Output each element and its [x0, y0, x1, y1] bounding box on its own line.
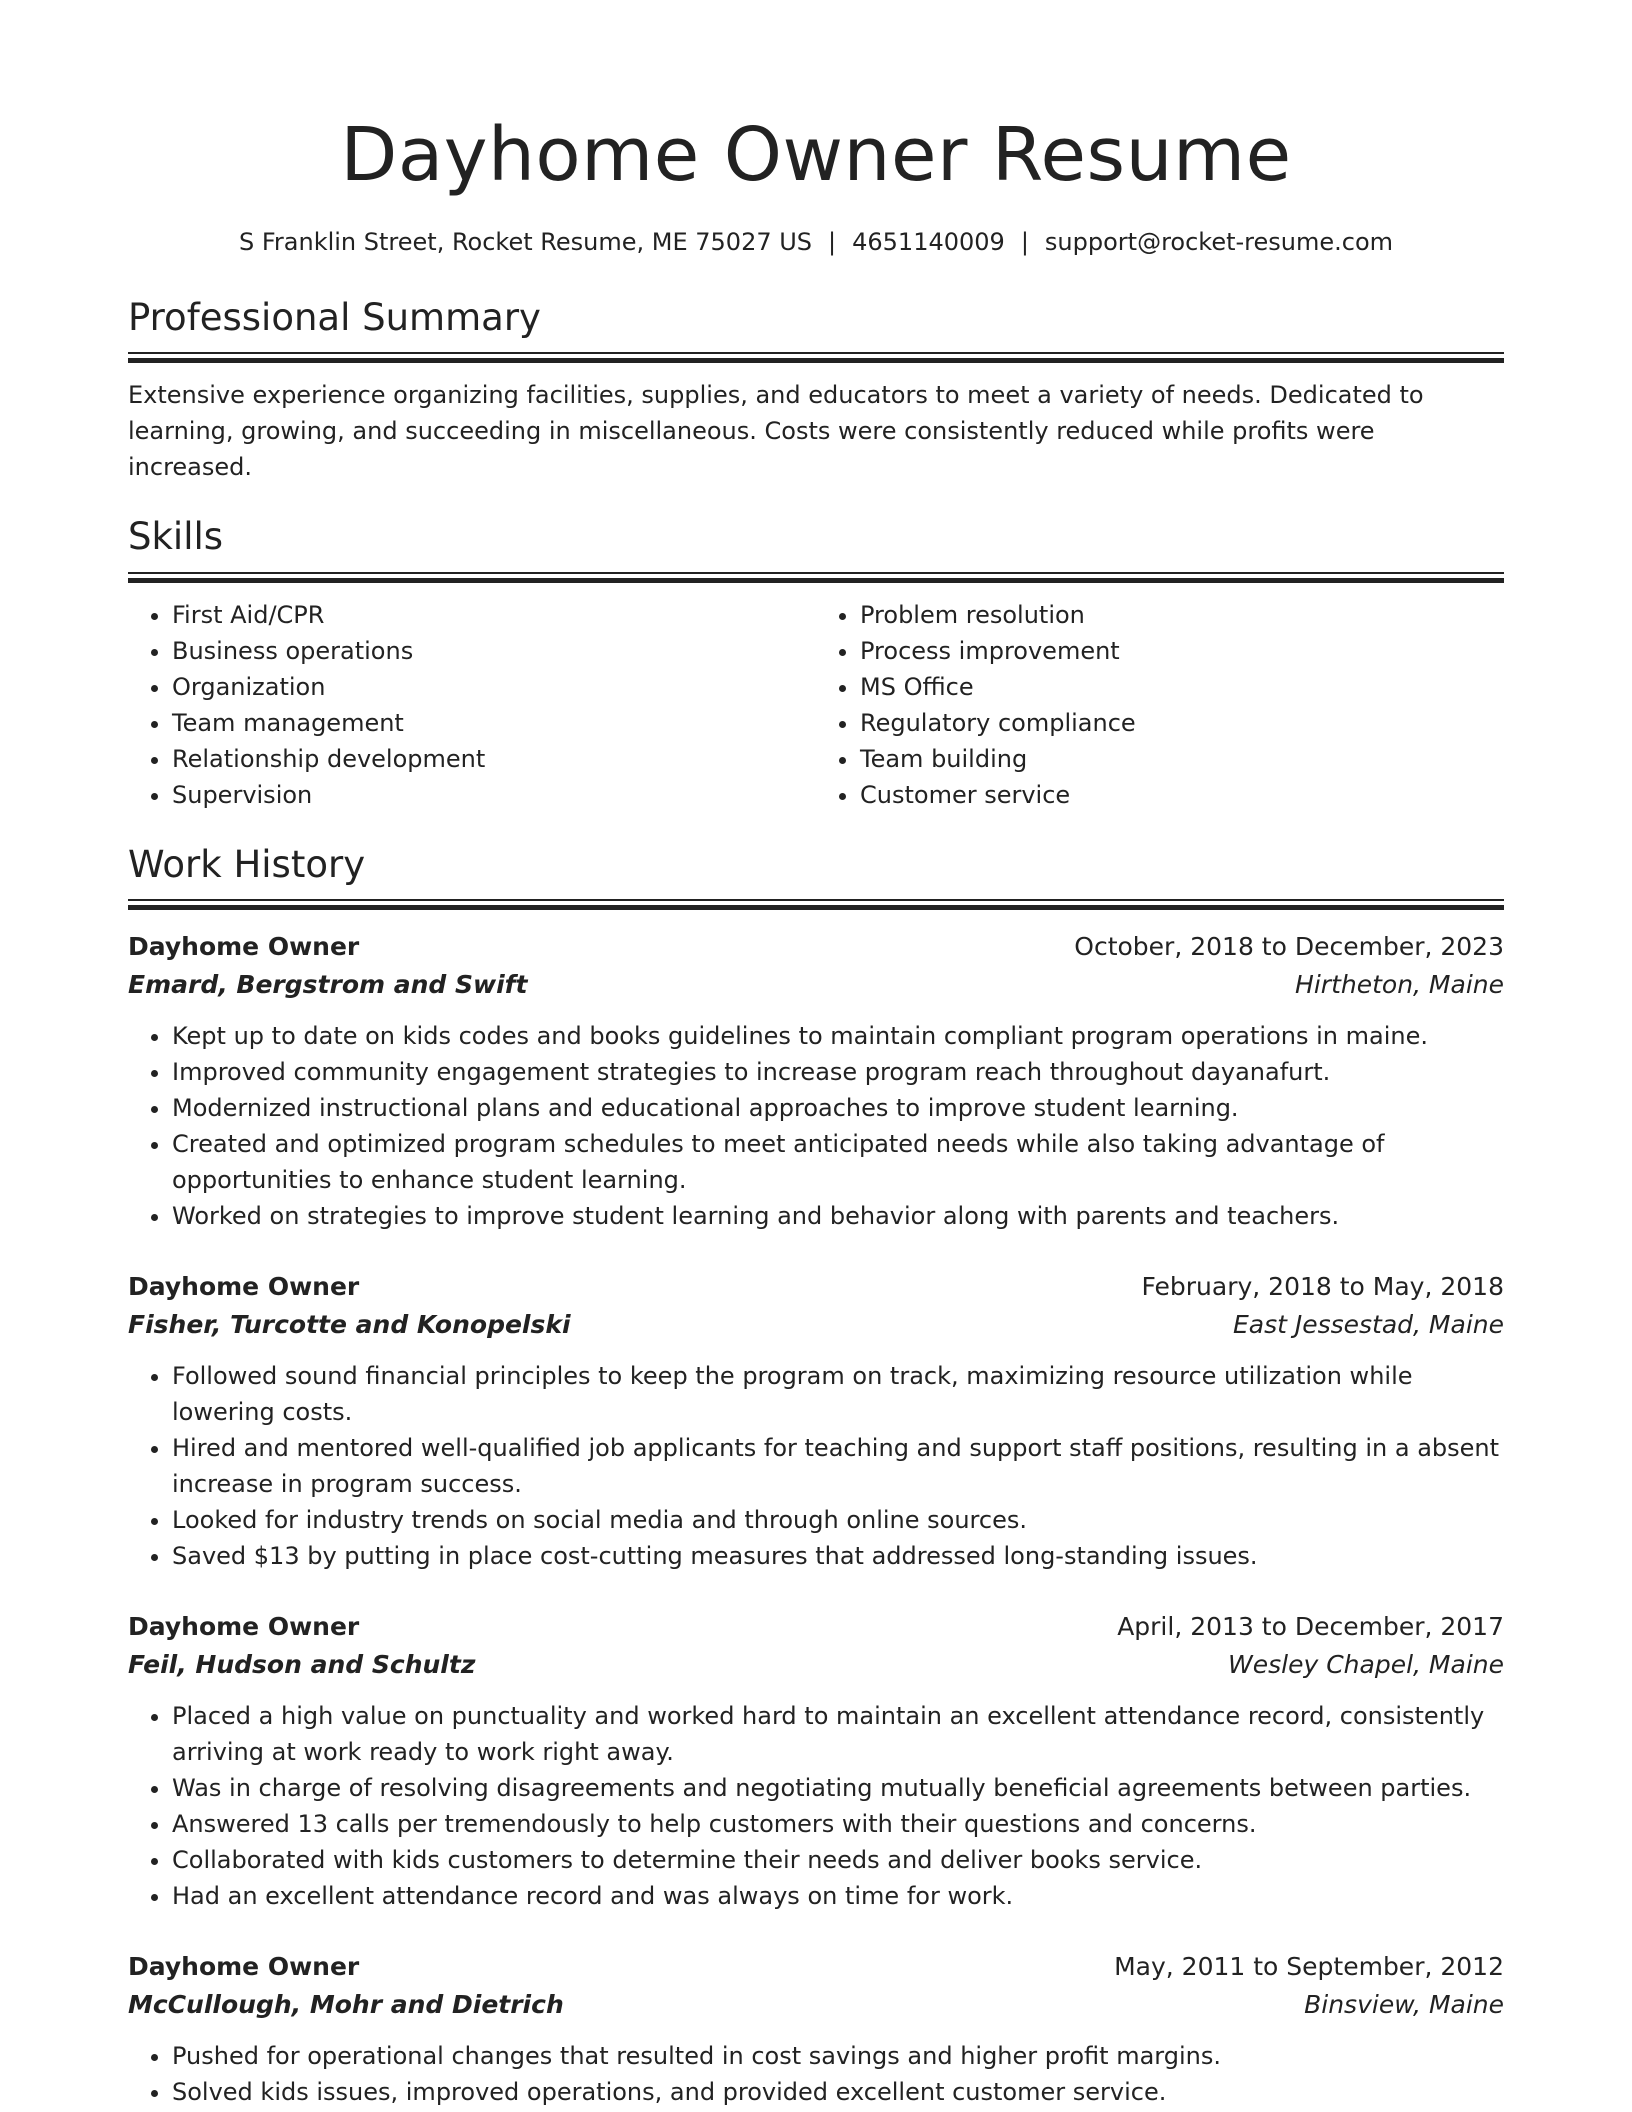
job-bullets	[128, 1018, 1504, 1234]
job-bullet: • Looked for industry trends on social media and through online sources.	[172, 1502, 1504, 1538]
contact-line	[128, 228, 1504, 256]
job-entry	[128, 928, 1504, 1234]
job-company: McCullough, Mohr and Dietrich	[128, 1990, 564, 2020]
job-bullet: • Pushed for operational changes that resulted in cost savings and higher profit margins.	[172, 2038, 1504, 2074]
job-header-row	[128, 1268, 1504, 1306]
job-company: Fisher, Turcotte and Konopelski	[128, 1310, 571, 1340]
skills-list-right	[816, 597, 1504, 813]
skill-item: • Regulatory compliance	[860, 705, 1504, 741]
skills-section	[128, 515, 1504, 812]
skills-heading: Skills	[128, 515, 224, 559]
job-company-row	[128, 1306, 1504, 1344]
job-bullet: • Saved $13 by putting in place cost-cutting measures that addressed long-standing issues.	[172, 1538, 1504, 1574]
section-divider	[128, 352, 1504, 363]
contact-separator: |	[1020, 228, 1029, 256]
contact-email: support@rocket-resume.com	[1044, 228, 1394, 256]
skill-item: • Process improvement	[860, 633, 1504, 669]
job-header-row	[128, 1948, 1504, 1986]
job-company-row	[128, 1646, 1504, 1684]
job-location: Binsview, Maine	[1304, 1990, 1504, 2020]
job-title: Dayhome Owner	[128, 1952, 360, 1982]
skills-list-left	[128, 597, 816, 813]
contact-address: S Franklin Street, Rocket Resume, ME 75027 US	[238, 228, 813, 256]
job-bullets	[128, 2038, 1504, 2110]
job-title: Dayhome Owner	[128, 932, 360, 962]
job-location: East Jessestad, Maine	[1232, 1310, 1504, 1340]
job-bullet: • Collaborated with kids customers to determine their needs and deliver books service.	[172, 1842, 1504, 1878]
job-bullet: • Was in charge of resolving disagreements and negotiating mutually beneficial agreements between parties.	[172, 1770, 1504, 1806]
job-company: Emard, Bergstrom and Swift	[128, 970, 528, 1000]
job-bullet: • Placed a high value on punctuality and worked hard to maintain an excellent attendance record, consistently arriving at work ready to work right away.	[172, 1698, 1504, 1770]
job-entry	[128, 1268, 1504, 1574]
resume-title: Dayhome Owner Resume	[340, 112, 1292, 198]
job-dates: April, 2013 to December, 2017	[1117, 1612, 1504, 1642]
skill-item: • Organization	[172, 669, 816, 705]
job-title: Dayhome Owner	[128, 1272, 360, 1302]
summary-section	[128, 296, 1504, 485]
job-location: Hirtheton, Maine	[1295, 970, 1504, 1000]
job-entry	[128, 1608, 1504, 1914]
skill-item: • First Aid/CPR	[172, 597, 816, 633]
skill-item: • Relationship development	[172, 741, 816, 777]
job-bullet: • Solved kids issues, improved operations, and provided excellent customer service.	[172, 2074, 1504, 2110]
skill-item: • MS Office	[860, 669, 1504, 705]
job-bullet: • Improved community engagement strategies to increase program reach throughout dayanafurt.	[172, 1054, 1504, 1090]
job-bullet: • Kept up to date on kids codes and books guidelines to maintain compliant program operations in maine.	[172, 1018, 1504, 1054]
summary-heading: Professional Summary	[128, 296, 541, 339]
skill-item: • Supervision	[172, 777, 816, 813]
job-bullet: • Followed sound financial principles to keep the program on track, maximizing resource utilization while lowering costs.	[172, 1358, 1504, 1430]
job-title: Dayhome Owner	[128, 1612, 360, 1642]
job-dates: May, 2011 to September, 2012	[1114, 1952, 1504, 1982]
skill-item: • Customer service	[860, 777, 1504, 813]
job-bullet: • Worked on strategies to improve student learning and behavior along with parents and teachers.	[172, 1198, 1504, 1234]
job-header-row	[128, 1608, 1504, 1646]
job-company-row	[128, 966, 1504, 1004]
job-bullets	[128, 1698, 1504, 1914]
summary-text: Extensive experience organizing facilities, supplies, and educators to meet a variety of needs. Dedicated to learning, growing, and succeeding in miscellaneous. Costs were consistently reduced while profits were increased.	[128, 381, 1424, 482]
job-bullets	[128, 1358, 1504, 1574]
contact-phone: 4651140009	[852, 228, 1005, 256]
section-divider	[128, 899, 1504, 910]
work-history-heading: Work History	[128, 842, 366, 886]
section-divider	[128, 572, 1504, 583]
job-bullet: • Had an excellent attendance record and was always on time for work.	[172, 1878, 1504, 1914]
job-bullet: • Modernized instructional plans and educational approaches to improve student learning.	[172, 1090, 1504, 1126]
job-location: Wesley Chapel, Maine	[1228, 1650, 1504, 1680]
job-dates: October, 2018 to December, 2023	[1074, 932, 1504, 962]
job-bullet: • Created and optimized program schedules to meet anticipated needs while also taking advantage of opportunities to enhance student learning.	[172, 1126, 1504, 1198]
contact-separator: |	[828, 228, 837, 256]
job-header-row	[128, 928, 1504, 966]
skill-item: • Business operations	[172, 633, 816, 669]
job-bullet: • Hired and mentored well-qualified job applicants for teaching and support staff positions, resulting in a absent increase in program success.	[172, 1430, 1504, 1502]
skill-item: • Problem resolution	[860, 597, 1504, 633]
job-company-row	[128, 1986, 1504, 2024]
job-company: Feil, Hudson and Schultz	[128, 1650, 476, 1680]
work-history-section	[128, 843, 1504, 2110]
job-bullet: • Answered 13 calls per tremendously to help customers with their questions and concerns.	[172, 1806, 1504, 1842]
skill-item: • Team management	[172, 705, 816, 741]
skills-columns	[128, 597, 1504, 813]
job-dates: February, 2018 to May, 2018	[1141, 1272, 1504, 1302]
skill-item: • Team building	[860, 741, 1504, 777]
job-entry	[128, 1948, 1504, 2110]
